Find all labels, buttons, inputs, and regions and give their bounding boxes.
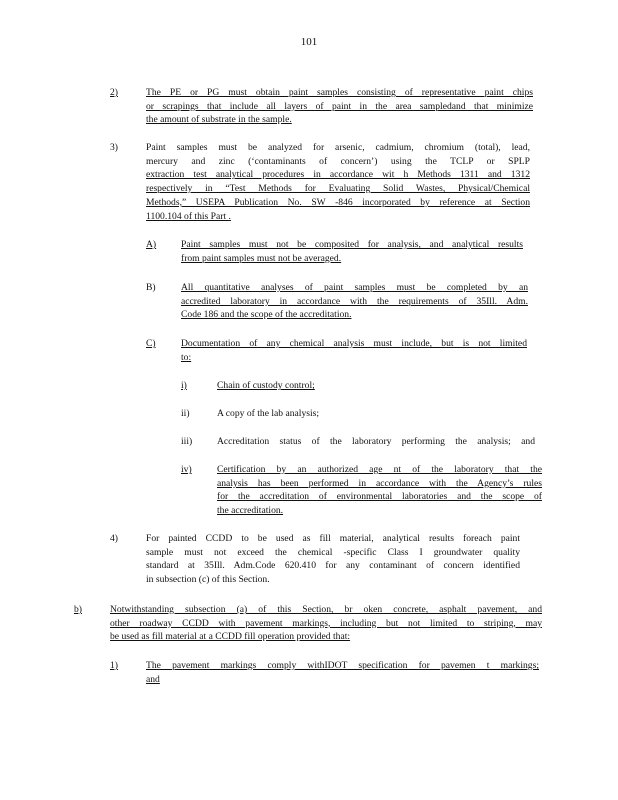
- item-marker: 2): [110, 87, 118, 98]
- item-text: Documentation of any chemical analysis must include, but is not limited to:: [181, 338, 527, 363]
- item-text: All quantitative analyses of paint samples must be completed by an accredited laboratory in accordance with the requirements of 35Ill. Adm. Code 186 and the scope of the accreditation.: [181, 282, 528, 321]
- item-text: Paint samples must not be composited for analysis, and analytical results from paint samples must not be averaged.: [181, 239, 523, 264]
- item-text: Accreditation status of the laboratory performing the analysis; and: [217, 436, 535, 447]
- item-marker: 4): [110, 533, 118, 544]
- item-marker: iii): [181, 436, 193, 447]
- item-text: The PE or PG must obtain paint samples consisting of representative paint chips or scrapings that include all layers of paint in the area sampledand that minimize the amount of substrate in the sample.: [146, 87, 533, 126]
- page-number: 101: [300, 36, 318, 48]
- item-text: Chain of custody control;: [217, 380, 315, 391]
- item-marker: 1): [110, 660, 118, 671]
- item-marker: A): [146, 239, 157, 250]
- item-marker: C): [146, 338, 156, 349]
- item-marker: iv): [181, 464, 192, 475]
- item-text: Certification by an authorized age nt of the laboratory that the analysis has been performed in accordance with the Agency’s rules for the accreditation of environmental laboratories and the scope of the accreditation.: [217, 464, 542, 517]
- item-text: A copy of the lab analysis;: [217, 408, 320, 419]
- item-marker: i): [181, 380, 187, 391]
- item-text: Notwithstanding subsection (a) of this Section, br oken concrete, asphalt pavement, and other roadway CCDD with pavement markings, including but not limited to striping, may be used as fill material at a CCDD fill operation provided that:: [110, 604, 542, 643]
- item-text: For painted CCDD to be used as fill material, analytical results foreach paint sample must not exceed the chemical -specific Class I groundwater quality standard at 35Ill. Adm.Code 620.410 for any contaminant of concern identified in subsection (c) of this Section.: [146, 533, 520, 586]
- item-marker: ii): [181, 408, 190, 419]
- item-marker: 3): [110, 142, 118, 153]
- item-text: The pavement markings comply withIDOT specification for pavemen t markings; and: [146, 660, 539, 685]
- item-text: Paint samples must be analyzed for arsenic, cadmium, chromium (total), lead, mercury and zinc (‘contaminants of concern’) using the TCLP or SPLP extraction test analytical procedures in accordance wit h Methods 1311 and 1312 respectively in “Test Methods for Evaluating Solid Wastes, Physical/Chemical Methods,” USEPA Publication No. SW -846 incorporated by reference at Section 1100.104 of this Part .: [146, 142, 530, 222]
- item-marker: B): [146, 282, 156, 293]
- item-marker: b): [74, 604, 82, 615]
